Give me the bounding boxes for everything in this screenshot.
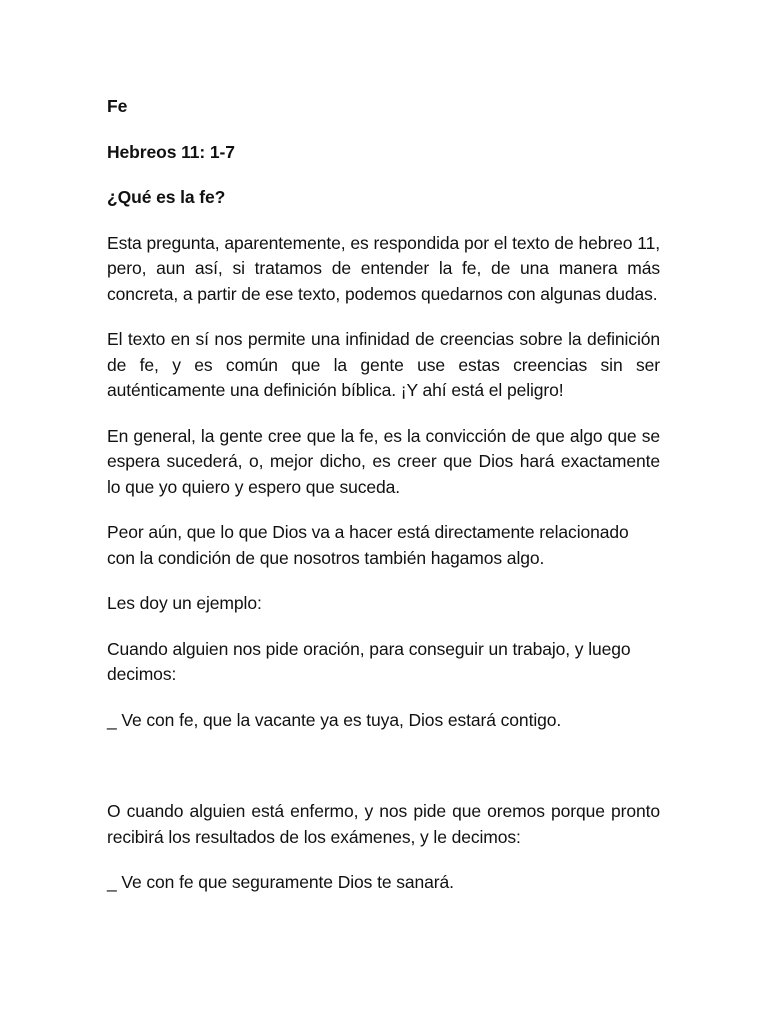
dialogue-line: _ Ve con fe, que la vacante ya es tuya, Dios estará contigo. — [107, 709, 562, 730]
document-page — [107, 94, 660, 916]
paragraph: O cuando alguien está enfermo, y nos pide que oremos porque pronto recibirá los resultados de los exámenes, y le decimos: — [107, 801, 660, 847]
dialogue-line: _ Ve con fe que seguramente Dios te sanará. — [107, 872, 454, 892]
paragraph: En general, la gente cree que la fe, es la convicción de que algo que se espera sucederá, o, mejor dicho, es creer que Dios hará exactamente lo que yo quiero y espero que suceda. — [107, 425, 660, 497]
document-title: Fe — [107, 96, 128, 116]
paragraph: Peor aún, que lo que Dios va a hacer está directamente relacionado con la condición de que nosotros también hagamos algo. — [107, 522, 629, 568]
paragraph: Cuando alguien nos pide oración, para conseguir un trabajo, y luego decimos: — [107, 638, 631, 684]
scripture-reference: Hebreos 11: 1-7 — [107, 141, 235, 162]
section-question: ¿Qué es la fe? — [107, 187, 226, 207]
paragraph: Esta pregunta, aparentemente, es respondida por el texto de hebreo 11, pero, aun así, si tratamos de entender la fe, de una manera más concreta, a partir de ese texto, podemos quedarnos con algunas dudas. — [107, 232, 660, 304]
blank-space — [107, 753, 660, 799]
paragraph: Les doy un ejemplo: — [107, 593, 262, 613]
paragraph: El texto en sí nos permite una infinidad de creencias sobre la definición de fe, y es común que la gente use estas creencias sin ser auténticamente una definición bíblica. ¡Y ahí está el peligro! — [107, 329, 660, 400]
